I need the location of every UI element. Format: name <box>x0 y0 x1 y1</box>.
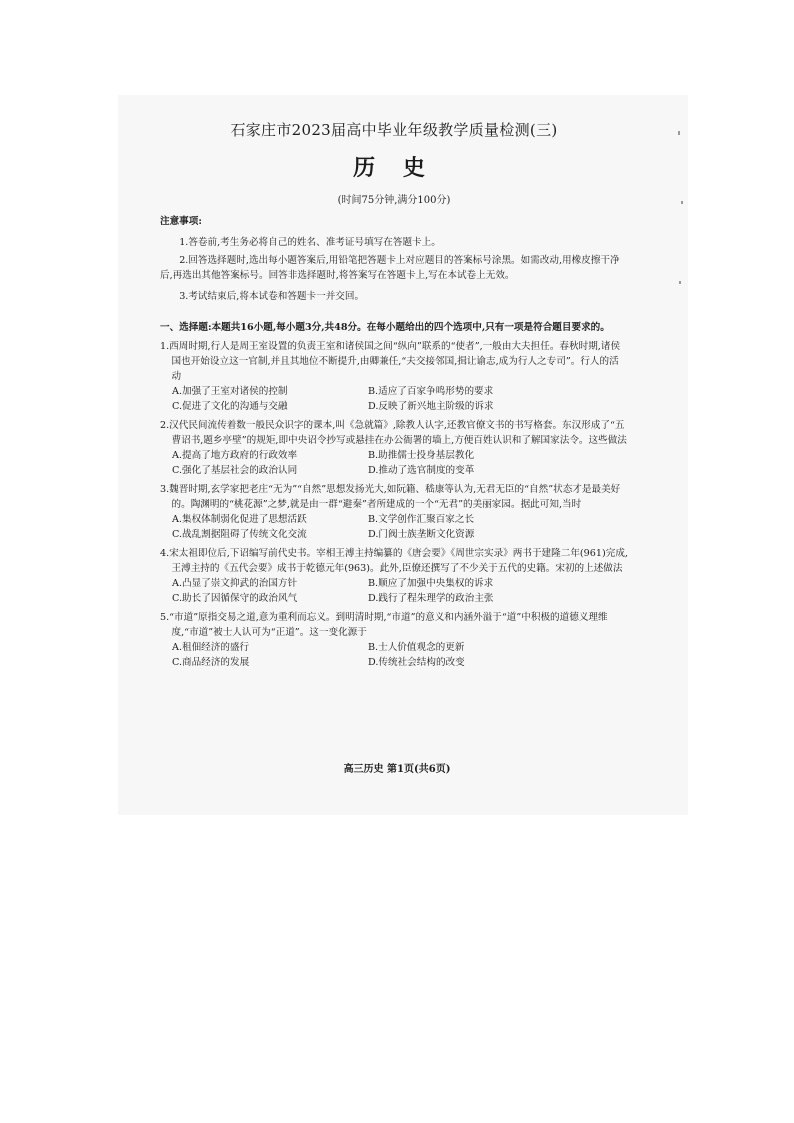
option-b: B.顺应了加强中央集权的诉求 <box>368 578 494 589</box>
option-b: B.士人价值观念的更新 <box>368 642 465 653</box>
exam-title: 石家庄市2023届高中毕业年级教学质量检测(三) <box>230 121 558 139</box>
option-list <box>160 448 628 478</box>
page-footer: 高三历史 第1页(共6页) <box>343 764 451 775</box>
question <box>160 339 628 414</box>
notice-item: 1.答卷前,考生务必将自己的姓名、准考证号填写在答题卡上。 <box>179 237 441 248</box>
option-a: A.租佃经济的盛行 <box>172 642 250 653</box>
option-a: A.集权体制弱化促进了思想活跃 <box>172 514 307 525</box>
question-stem: 1.西周时期,行人是周王室设置的负责王室和诸侯国之间“纵向”联系的“使者”,一般由大夫担任。春秋时期,诸侯国也开始设立这一官制,并且其地位不断提升,由卿兼任,“夫交接邻国,揖让谕志,成为行人之专司”。行人的活动 <box>160 341 621 382</box>
option-list <box>160 576 628 606</box>
scan-speck <box>678 131 680 135</box>
option-c: C.助长了因循保守的政治风气 <box>172 593 298 604</box>
option-b: B.助推儒士投身基层教化 <box>368 450 475 461</box>
option-list <box>160 640 628 670</box>
question-stem: 4.宋太祖即位后,下诏编写前代史书。宰相王溥主持编纂的《唐会要》《周世宗实录》两书于建隆二年(961)完成,王溥主持的《五代会要》成书于乾德元年(963)。此外,臣僚还撰写了不少关于五代的史籍。宋初的上述做法 <box>160 548 628 574</box>
notice-item: 2.回答选择题时,选出每小题答案后,用铅笔把答题卡上对应题目的答案标号涂黑。如需改动,用橡皮擦干净后,再选出其他答案标号。回答非选择题时,将答案写在答题卡上,写在本试卷上无效。 <box>160 255 620 281</box>
option-a: A.凸显了崇文抑武的治国方针 <box>172 578 298 589</box>
option-d: D.传统社会结构的改变 <box>368 657 465 668</box>
question <box>160 610 628 670</box>
option-b: B.适应了百家争鸣形势的要求 <box>368 386 494 397</box>
option-d: D.推动了选官制度的变革 <box>368 465 475 476</box>
option-a: A.提高了地方政府的行政效率 <box>172 450 298 461</box>
section-heading: 一、选择题:本题共16小题,每小题3分,共48分。在每小题给出的四个选项中,只有一项是符合题目要求的。 <box>160 322 610 333</box>
option-d: D.反映了新兴地主阶级的诉求 <box>368 401 494 412</box>
option-d: D.践行了程朱理学的政治主张 <box>368 593 494 604</box>
exam-content <box>160 120 628 670</box>
notice-heading: 注意事项: <box>160 216 202 227</box>
option-a: A.加强了王室对诸侯的控制 <box>172 386 288 397</box>
notice-item: 3.考试结束后,将本试卷和答题卡一并交回。 <box>179 291 365 302</box>
time-limit: (时间75分钟,满分100分) <box>337 195 451 206</box>
option-c: C.强化了基层社会的政治认同 <box>172 465 298 476</box>
option-b: B.文学创作汇聚百家之长 <box>368 514 475 525</box>
option-c: C.战乱割据阻碍了传统文化交流 <box>172 529 307 540</box>
subject-title: 历 史 <box>353 155 435 181</box>
scan-speck <box>679 281 681 284</box>
question-stem: 5.“市道”原指交易之道,意为重利而忘义。到明清时期,“市道”的意义和内涵外溢于“道”中积极的道德义理维度,“市道”被士人认可为“正道”。这一变化源于 <box>160 612 608 638</box>
option-c: C.商品经济的发展 <box>172 657 250 668</box>
option-c: C.促进了文化的沟通与交融 <box>172 401 288 412</box>
question <box>160 482 628 542</box>
question <box>160 418 628 478</box>
option-list <box>160 384 628 414</box>
question-stem: 3.魏晋时期,玄学家把老庄“无为”“自然”思想发扬光大,如阮籍、嵇康等认为,无君无臣的“自然”状态才是最美好的。陶渊明的“桃花源”之梦,就是由一群“避秦”者所建成的一个“无君”的美丽家园。据此可知,当时 <box>160 484 621 510</box>
scan-speck <box>681 201 683 204</box>
question <box>160 546 628 606</box>
option-d: D.门阀士族垄断文化资源 <box>368 529 475 540</box>
question-stem: 2.汉代民间流传着数一般民众识字的课本,叫《急就篇》,除教人认字,还教官僚文书的书写格套。东汉形成了“五曹诏书,题乡亭壁”的规矩,即中央诏令抄写或悬挂在办公衙署的墙上,方便百姓认识和了解国家法令。这些做法 <box>160 420 627 446</box>
option-list <box>160 512 628 542</box>
